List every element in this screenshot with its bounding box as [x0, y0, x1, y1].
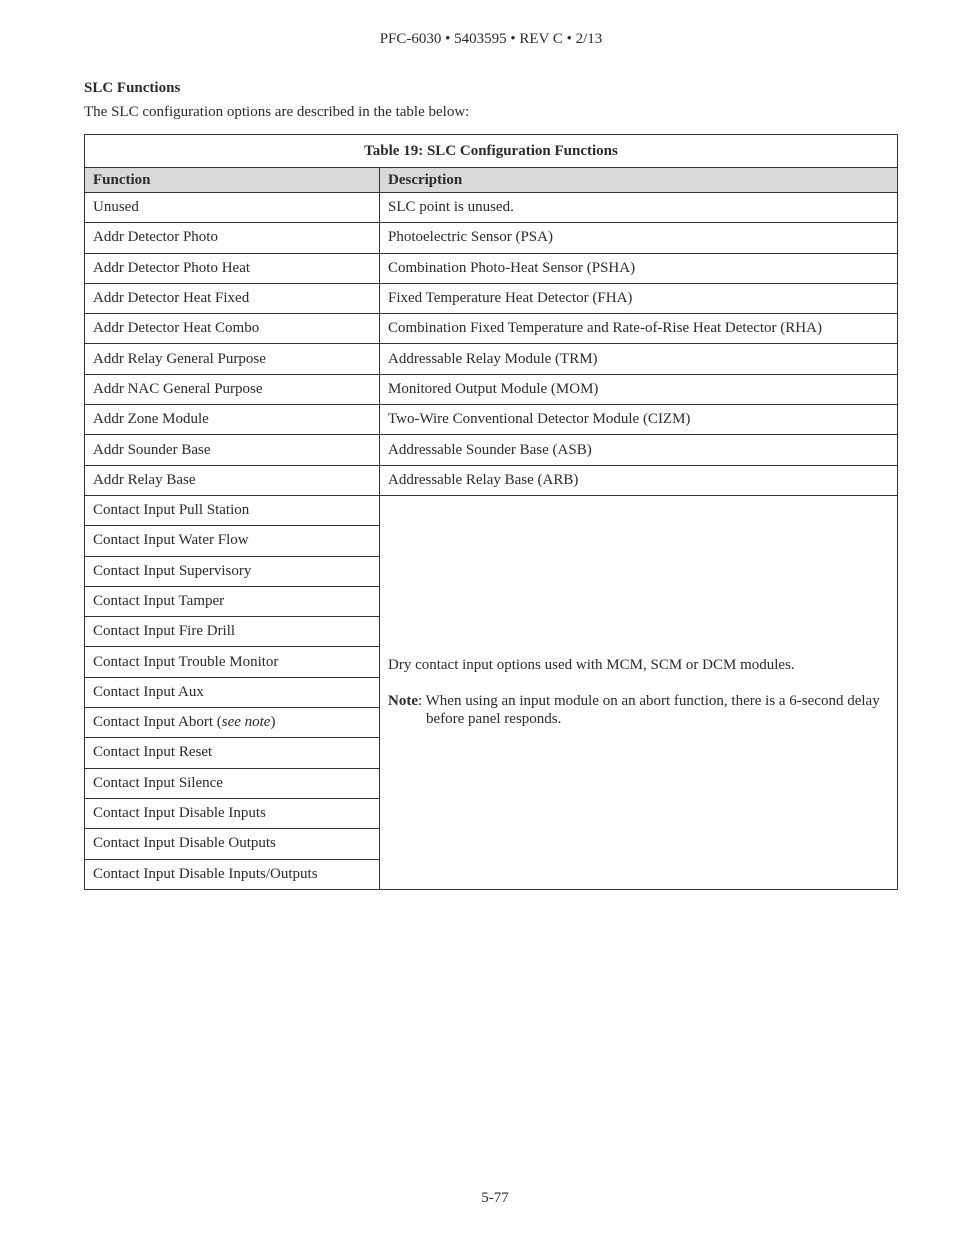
function-cell: Contact Input Reset [85, 738, 380, 768]
function-cell: Addr Relay General Purpose [85, 344, 380, 374]
table-caption: Table 19: SLC Configuration Functions [85, 135, 898, 168]
document-reference: PFC-6030 • 5403595 • REV C • 2/13 [379, 31, 603, 47]
function-cell: Contact Input Disable Outputs [85, 829, 380, 859]
function-cell: Addr Detector Heat Fixed [85, 283, 380, 313]
table-row [85, 283, 898, 313]
function-cell: Addr Zone Module [85, 405, 380, 435]
function-cell-abort [85, 708, 380, 738]
function-cell: Addr Relay Base [85, 465, 380, 495]
contact-input-description: Dry contact input options used with MCM, SCM or DCM modules. [388, 656, 795, 673]
description-cell: Combination Fixed Temperature and Rate-of-Rise Heat Detector (RHA) [380, 314, 898, 344]
section-intro: The SLC configuration options are described in the table below: [84, 104, 470, 120]
function-cell: Contact Input Silence [85, 768, 380, 798]
description-cell: Addressable Relay Base (ARB) [380, 465, 898, 495]
description-cell: Monitored Output Module (MOM) [380, 374, 898, 404]
abort-label: Contact Input Abort ( [93, 714, 222, 731]
description-cell: Combination Photo-Heat Sensor (PSHA) [380, 253, 898, 283]
table-row [85, 465, 898, 495]
table-row [85, 344, 898, 374]
function-cell: Contact Input Trouble Monitor [85, 647, 380, 677]
function-cell: Contact Input Water Flow [85, 526, 380, 556]
table-header-row [85, 168, 898, 193]
function-cell: Addr Sounder Base [85, 435, 380, 465]
function-cell: Addr Detector Photo Heat [85, 253, 380, 283]
function-cell: Contact Input Aux [85, 677, 380, 707]
table-row [85, 193, 898, 223]
description-cell: Addressable Relay Module (TRM) [380, 344, 898, 374]
table-row [85, 405, 898, 435]
function-cell: Contact Input Supervisory [85, 556, 380, 586]
function-cell: Addr NAC General Purpose [85, 374, 380, 404]
description-cell: Addressable Sounder Base (ASB) [380, 435, 898, 465]
table-row [85, 435, 898, 465]
table-caption-row [85, 135, 898, 168]
description-cell: SLC point is unused. [380, 193, 898, 223]
abort-note [388, 692, 889, 728]
note-text: : When using an input module on an abort function, there is a 6-second delay before panel responds. [418, 692, 880, 727]
function-cell: Addr Detector Photo [85, 223, 380, 253]
page-number: 5-77 [481, 1190, 509, 1206]
description-cell: Photoelectric Sensor (PSA) [380, 223, 898, 253]
see-note-reference: see note [221, 714, 271, 731]
contact-input-description-cell [380, 495, 898, 889]
function-cell: Contact Input Tamper [85, 586, 380, 616]
description-cell: Two-Wire Conventional Detector Module (CIZM) [380, 405, 898, 435]
table-row [85, 495, 898, 525]
function-cell: Contact Input Fire Drill [85, 617, 380, 647]
description-cell: Fixed Temperature Heat Detector (FHA) [380, 283, 898, 313]
table-row [85, 314, 898, 344]
function-cell: Contact Input Disable Inputs [85, 798, 380, 828]
function-cell: Unused [85, 193, 380, 223]
abort-label-close: ) [270, 714, 276, 731]
function-cell: Contact Input Pull Station [85, 495, 380, 525]
table-row [85, 223, 898, 253]
note-label: Note [388, 692, 418, 709]
section-title: SLC Functions [84, 80, 181, 96]
function-cell: Addr Detector Heat Combo [85, 314, 380, 344]
column-header-description: Description [380, 168, 898, 193]
table-row [85, 374, 898, 404]
table-row [85, 253, 898, 283]
function-cell: Contact Input Disable Inputs/Outputs [85, 859, 380, 889]
slc-configuration-table [84, 134, 898, 890]
column-header-function: Function [85, 168, 380, 193]
